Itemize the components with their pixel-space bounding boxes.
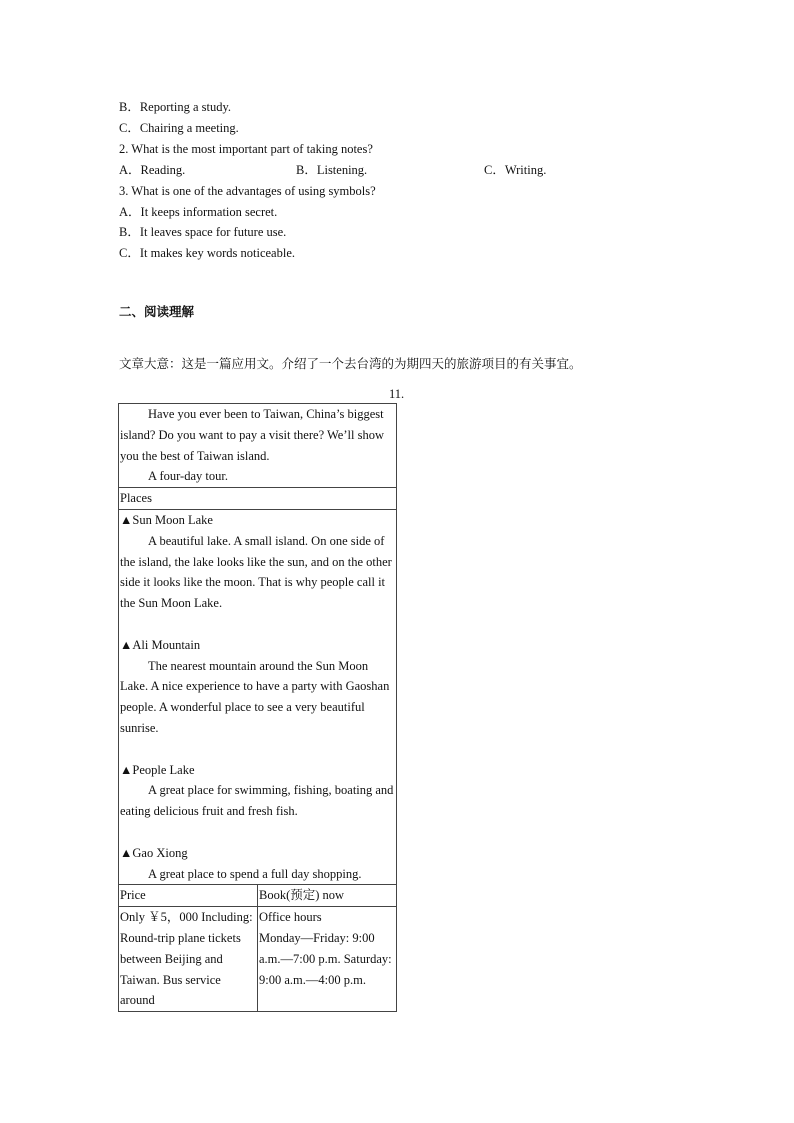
q3-option-a: A．It keeps information secret.	[119, 205, 278, 219]
intro-cell	[119, 404, 397, 488]
tour-length: A four-day tour.	[148, 469, 228, 484]
places-cell	[119, 509, 397, 884]
place-name: ▲People Lake	[120, 762, 195, 777]
q2-question: 2. What is the most important part of taking notes?	[119, 142, 373, 156]
section-title: 二、阅读理解	[119, 304, 195, 319]
article-summary: 文章大意：这是一篇应用文。介绍了一个去台湾的为期四天的旅游项目的有关事宜。	[119, 356, 582, 371]
q2-option-b: B．Listening.	[296, 163, 368, 177]
place-description: A great place to spend a full day shopping.	[148, 866, 362, 881]
place-description: The nearest mountain around the Sun Moon Lake. A nice experience to have a party with Gaoshan people. A wonderful place to see a very beautiful sunrise.	[120, 658, 390, 735]
booking-details	[258, 907, 397, 1012]
place-name: ▲Gao Xiong	[120, 845, 188, 860]
q2-option-c: C．Writing.	[484, 163, 547, 177]
price-details: Only ￥5，000 Including: Round-trip plane tickets between Beijing and Taiwan. Bus service around	[119, 907, 258, 1012]
price-header: Price	[119, 885, 258, 907]
place-name: ▲Sun Moon Lake	[120, 512, 213, 527]
q3-option-c: C．It makes key words noticeable.	[119, 246, 295, 260]
place-name: ▲Ali Mountain	[120, 637, 201, 652]
question-number: 11.	[389, 387, 405, 401]
q2-option-a: A．Reading.	[119, 163, 186, 177]
book-header: Book(预定) now	[258, 885, 397, 907]
office-hours-title: Office hours	[259, 910, 322, 925]
places-header: Places	[119, 488, 397, 510]
q3-option-b: B．It leaves space for future use.	[119, 225, 287, 239]
office-hours-text: Monday—Friday: 9:00 a.m.—7:00 p.m. Saturday: 9:00 a.m.—4:00 p.m.	[259, 930, 392, 987]
q1-option-b: B．Reporting a study.	[119, 100, 232, 114]
place-description: A beautiful lake. A small island. On one side of the island, the lake looks like the sun, and on the other side it looks like the moon. That is why people call it the Sun Moon Lake.	[120, 533, 392, 611]
tour-advertisement-table	[118, 403, 397, 1012]
q1-option-c: C．Chairing a meeting.	[119, 121, 239, 135]
place-description: A great place for swimming, fishing, boating and eating delicious fruit and fresh fish.	[120, 783, 394, 819]
q3-question: 3. What is one of the advantages of using symbols?	[119, 184, 376, 198]
intro-text: Have you ever been to Taiwan, China’s biggest island? Do you want to pay a visit there? We’ll show you the best of Taiwan island.	[120, 407, 384, 463]
